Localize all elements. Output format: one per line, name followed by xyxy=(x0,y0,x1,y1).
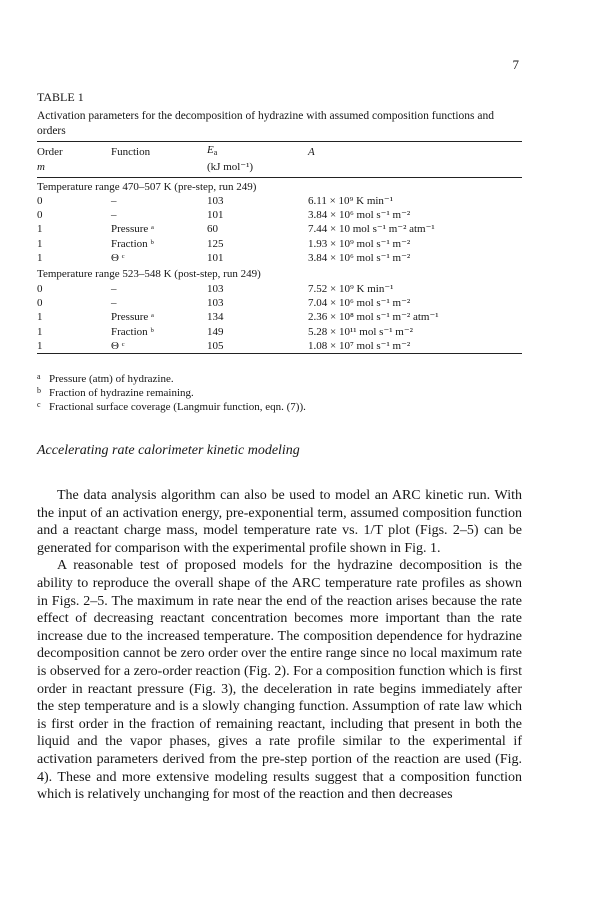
table-row xyxy=(37,251,522,265)
cell-ea: 101 xyxy=(207,252,224,265)
cell-order: 1 xyxy=(37,252,43,265)
table-row xyxy=(37,194,522,208)
table-row xyxy=(37,222,522,236)
footnote-text: Fraction of hydrazine remaining. xyxy=(49,386,194,399)
cell-a: 7.52 × 10⁹ K min⁻¹ xyxy=(308,282,394,295)
header-ea-unit: (kJ mol⁻¹) xyxy=(207,160,308,177)
cell-function: – xyxy=(111,296,117,309)
cell-order: 1 xyxy=(37,223,43,236)
footnote-mark: c xyxy=(37,399,41,409)
cell-a: 7.04 × 10⁶ mol s⁻¹ m⁻² xyxy=(308,296,411,309)
footnote-mark: a xyxy=(37,372,41,381)
cell-ea: 105 xyxy=(207,339,308,354)
cell-function: – xyxy=(111,209,117,222)
cell-order: 1 xyxy=(37,237,43,250)
body-text xyxy=(37,487,522,804)
cell-function: Fraction ᵇ xyxy=(111,325,154,338)
header-ea: $E_a$ xyxy=(207,142,308,161)
section-title-row xyxy=(37,265,522,281)
cell-ea: 149 xyxy=(207,325,224,338)
footnote-text: Pressure (atm) of hydrazine. xyxy=(49,373,174,385)
header-order: Order xyxy=(37,142,111,161)
cell-ea: 103 xyxy=(207,296,224,309)
header-a-empty xyxy=(308,160,522,177)
table-row xyxy=(37,208,522,222)
cell-a: 2.36 × 10⁸ mol s⁻¹ m⁻² atm⁻¹ xyxy=(308,311,439,324)
cell-ea: 103 xyxy=(207,194,224,207)
table-caption: Activation parameters for the decomposition of hydrazine with assumed composition functions and orders xyxy=(37,110,495,137)
cell-function: – xyxy=(111,282,117,295)
section-title: Temperature range 523–548 K (post-step, run 249) xyxy=(37,268,261,281)
table-row xyxy=(37,237,522,251)
cell-a: 7.44 × 10 mol s⁻¹ m⁻² atm⁻¹ xyxy=(308,223,435,236)
cell-a: 3.84 × 10⁶ mol s⁻¹ m⁻² xyxy=(308,252,411,265)
cell-order: 1 xyxy=(37,339,111,354)
cell-function: Pressure ᵃ xyxy=(111,311,155,324)
section-heading: Accelerating rate calorimeter kinetic modeling xyxy=(37,443,300,458)
cell-ea: 125 xyxy=(207,237,224,250)
header-a: A xyxy=(308,142,522,161)
cell-ea: 134 xyxy=(207,311,224,324)
header-function-empty xyxy=(111,160,207,177)
cell-function: – xyxy=(111,194,117,207)
activation-parameters-table xyxy=(37,141,522,354)
cell-a: 5.28 × 10¹¹ mol s⁻¹ m⁻² xyxy=(308,325,413,338)
header-order-symbol: m xyxy=(37,160,111,177)
table-footnotes xyxy=(37,373,522,414)
cell-order: 0 xyxy=(37,282,43,295)
paragraph: A reasonable test of proposed models for the hydrazine decomposition is the ability to reproduce the overall shape of the ARC temperature rate profiles as shown in Figs. 2–5. The maximum in rate near the end of the reaction arises because the rate effect of decreasing reactant concentration becomes more important than the rate increase due to the increased temperature. The composition dependence for hydrazine decomposition cannot be zero order over the entire range since no local maximum rate is observed for a zero-order reaction (Fig. 2). For a composition function which is first order in reactant pressure (Fig. 3), the deceleration in rate begins immediately after the step temperature and is a slowly changing function. Assumption of rate law which is first order in the fraction of remaining reactant, including that present in both the liquid and the vapor phases, gives a rate profile similar to the experimental if activation parameters derived from the pre-step portion of the reaction are used (Fig. 4). These and more extensive modeling results suggest that a composition function which is relatively unchanging for most of the reaction and then decreases xyxy=(37,558,522,803)
header-function: Function xyxy=(111,142,207,161)
cell-function: Θ ᶜ xyxy=(111,339,207,354)
cell-ea: 60 xyxy=(207,223,218,236)
table-row xyxy=(37,339,522,354)
footnote xyxy=(37,401,522,415)
section-title-row xyxy=(37,177,522,194)
table-label: TABLE 1 xyxy=(37,90,84,104)
cell-a: 1.93 × 10⁹ mol s⁻¹ m⁻² xyxy=(308,237,411,250)
cell-order: 1 xyxy=(37,311,43,324)
cell-function: Pressure ᵃ xyxy=(111,223,155,236)
table-header-row xyxy=(37,142,522,161)
footnote-text: Fractional surface coverage (Langmuir function, eqn. (7)). xyxy=(49,400,306,413)
cell-order: 0 xyxy=(37,296,43,309)
cell-a: 3.84 × 10⁶ mol s⁻¹ m⁻² xyxy=(308,209,411,222)
table-row xyxy=(37,282,522,296)
cell-a: 1.08 × 10⁷ mol s⁻¹ m⁻² xyxy=(308,339,522,354)
section-title: Temperature range 470–507 K (pre-step, run 249) xyxy=(37,180,257,193)
footnote xyxy=(37,373,522,387)
table-row xyxy=(37,296,522,310)
table-header-units-row xyxy=(37,160,522,177)
table-row xyxy=(37,325,522,339)
cell-a: 6.11 × 10⁹ K min⁻¹ xyxy=(308,194,394,207)
cell-order: 1 xyxy=(37,325,43,338)
cell-function: Fraction ᵇ xyxy=(111,237,154,250)
cell-order: 0 xyxy=(37,194,43,207)
cell-order: 0 xyxy=(37,209,43,222)
cell-function: Θ ᶜ xyxy=(111,252,125,265)
page-number: 7 xyxy=(512,57,519,72)
footnote-mark: b xyxy=(37,385,41,395)
paragraph: The data analysis algorithm can also be used to model an ARC kinetic run. With the input of an activation energy, pre-exponential term, assumed composition function and a reactant charge mass, model temperature rate vs. 1/T plot (Figs. 2–5) can be generated for comparison with the experimental profile shown in Fig. 1. xyxy=(37,488,522,556)
cell-ea: 103 xyxy=(207,282,224,295)
cell-ea: 101 xyxy=(207,209,224,222)
footnote xyxy=(37,387,522,401)
table-row xyxy=(37,310,522,324)
